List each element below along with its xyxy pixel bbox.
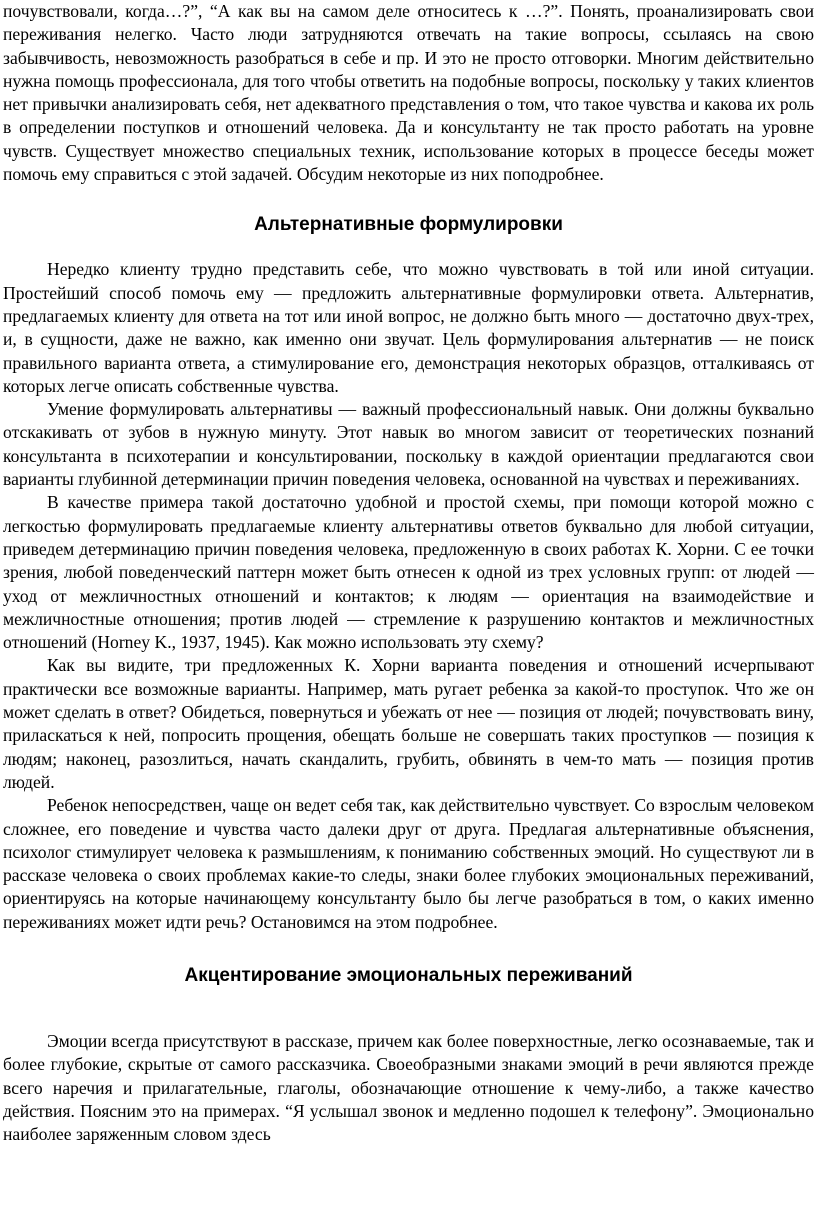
body-paragraph: В качестве примера такой достаточно удобной и простой схемы, при помощи которой можно с легкостью формулировать предлагаемые клиенту альтернативы ответов буквально для любой ситуации, приведем детерминацию причин поведения человека, предложенную в своих работах К. Хорни. С ее точки зрения, любой поведенческий паттерн может быть отнесен к одной из трех условных групп: от людей — уход от межличностных отношений и контактов; к людям — ориентация на взаимодействие и межличностные отношения; против людей — стремление к разрушению контактов и межличностных отношений (Horney K., 1937, 1945). Как можно использовать эту схему? — [3, 492, 814, 653]
section-heading-accentuation: Акцентирование эмоциональных переживаний — [184, 964, 633, 986]
document-page — [3, 0, 814, 1146]
body-paragraph: Ребенок непосредствен, чаще он ведет себя так, как действительно чувствует. Со взрослым человеком сложнее, его поведение и чувства часто далеки друг от друга. Предлагая альтернативные объяснения, психолог стимулирует человека к размышлениям, к пониманию собственных эмоций. Но существуют ли в рассказе человека о своих проблемах какие-то следы, знаки более глубоких эмоциональных переживаний, ориентируясь на которые начинающему консультанту было бы легче разобраться в том, о каких именно переживаниях может идти речь? Остановимся на этом подробнее. — [3, 795, 814, 932]
body-paragraph: Нередко клиенту трудно представить себе, что можно чувствовать в той или иной ситуации. Простейший способ помочь ему — предложить альтернативные формулировки ответа. Альтернатив, предлагаемых клиенту для ответа на тот или иной вопрос, не должно быть много — достаточно двух-трех, и, в сущности, даже не важно, как именно они звучат. Цель формулирования альтернатив — не поиск правильного варианта ответа, а стимулирование его, демонстрация некоторых образцов, отталкиваясь от которых легче описать собственные чувства. — [3, 259, 814, 396]
intro-paragraph: почувствовали, когда…?”, “А как вы на самом деле относитесь к …?”. Понять, проанализировать свои переживания нелегко. Часто люди затрудняются отвечать на такие вопросы, ссылаясь на свою забывчивость, невозможность разобраться в себе и пр. И это не просто отговорки. Многим действительно нужна помощь профессионала, для того чтобы ответить на подобные вопросы, поскольку у таких клиентов нет привычки анализировать себя, нет адекватного представления о том, что такое чувства и какова их роль в определении поступков и отношений человека. Да и консультанту не так просто работать на уровне чувств. Существует множество специальных техник, использование которых в процессе беседы может помочь ему справиться с этой задачей. Обсудим некоторые из них поподробнее. — [3, 1, 814, 185]
section-heading-alternatives: Альтернативные формулировки — [254, 214, 563, 236]
body-paragraph: Как вы видите, три предложенных К. Хорни варианта поведения и отношений исчерпывают практически все возможные варианты. Например, мать ругает ребенка за какой-то проступок. Что же он может сделать в ответ? Обидеться, повернуться и убежать от нее — позиция от людей; почувствовать вину, приласкаться к ней, попросить прощения, обещать больше не совершать таких проступков — позиция к людям; наконец, разозлиться, начать скандалить, грубить, обвинять в чем-то мать — позиция против людей. — [3, 655, 814, 792]
body-paragraph: Умение формулировать альтернативы — важный профессиональный навык. Они должны буквально отскакивать от зубов в нужную минуту. Этот навык во многом зависит от теоретических познаний консультанта в психотерапии и консультировании, поскольку в каждой ориентации предлагаются свои варианты глубинной детерминации причин поведения человека, основанной на чувствах и переживаниях. — [3, 399, 814, 490]
body-paragraph: Эмоции всегда присутствуют в рассказе, причем как более поверхностные, легко осознаваемые, так и более глубокие, скрытые от самого рассказчика. Своеобразными знаками эмоций в речи являются прежде всего наречия и прилагательные, глаголы, обозначающие отношение к чему-либо, а также качество действия. Поясним это на примерах. “Я услышал звонок и медленно подошел к телефону”. Эмоционально наиболее заряженным словом здесь — [3, 1030, 814, 1145]
